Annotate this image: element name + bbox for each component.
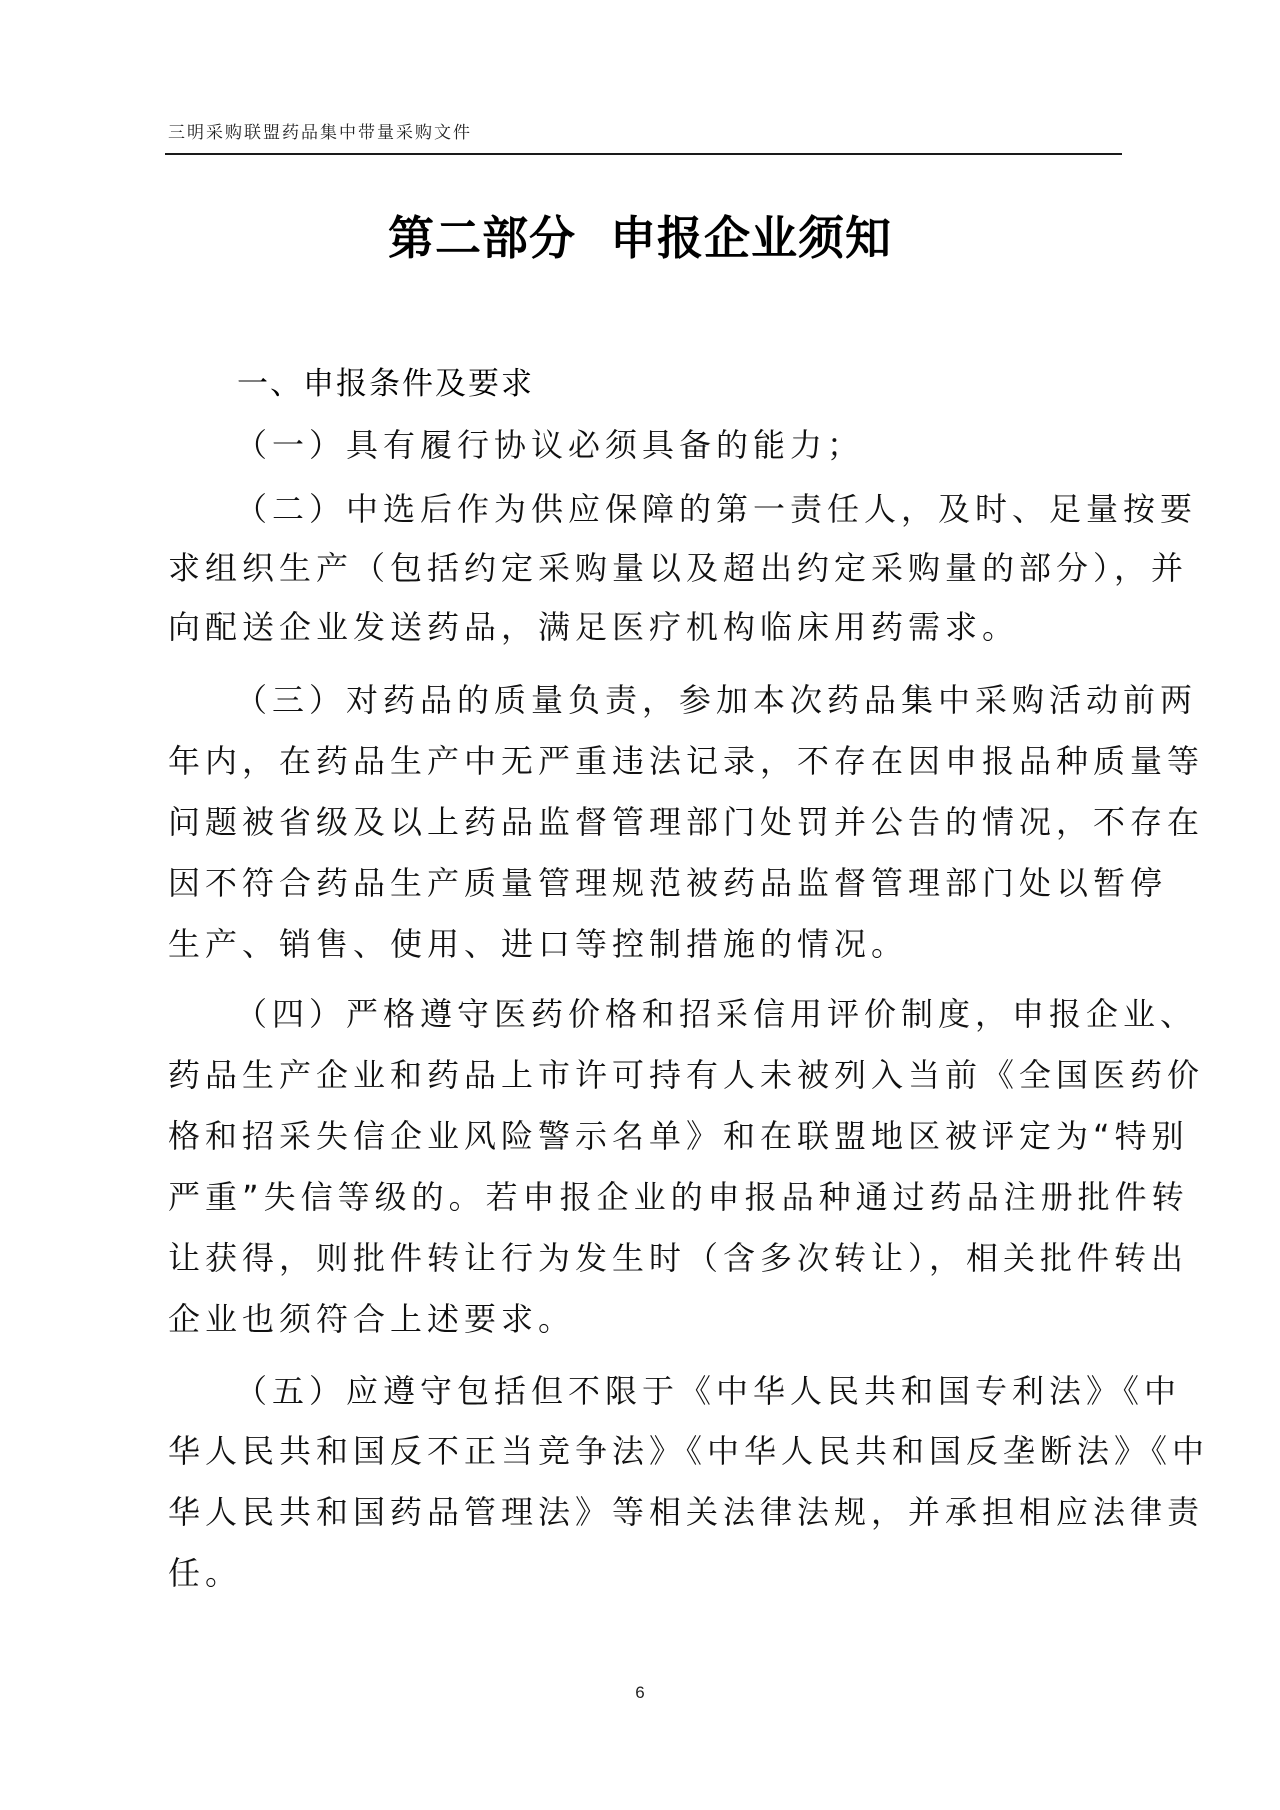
paragraph-4-line: 让获得，则批件转让行为发生时（含多次转让），相关批件转出 xyxy=(168,1239,1189,1277)
paragraph-3-line: 因不符合药品生产质量管理规范被药品监督管理部门处以暂停 xyxy=(168,864,1168,902)
paragraph-3-line: 问题被省级及以上药品监督管理部门处罚并公告的情况，不存在 xyxy=(168,803,1205,841)
paragraph-4-line: （四）严格遵守医药价格和招采信用评价制度，申报企业、 xyxy=(235,995,1198,1033)
paragraph-3-line: （三）对药品的质量负责，参加本次药品集中采购活动前两 xyxy=(235,681,1198,719)
paragraph-1-line: （一）具有履行协议必须具备的能力； xyxy=(235,426,865,464)
running-header: 三明采购联盟药品集中带量采购文件 xyxy=(168,123,472,143)
paragraph-4-line: 严重”失信等级的。若申报企业的申报品种通过药品注册批件转 xyxy=(168,1178,1189,1216)
page-number: 6 xyxy=(635,1683,645,1702)
paragraph-2-line: （二）中选后作为供应保障的第一责任人，及时、足量按要 xyxy=(235,490,1198,528)
paragraph-5-line: 华人民共和国药品管理法》等相关法律法规，并承担相应法律责 xyxy=(168,1493,1205,1531)
paragraph-5-line: 任。 xyxy=(168,1554,243,1592)
paragraph-4-line: 企业也须符合上述要求。 xyxy=(168,1300,576,1338)
paragraph-4-line: 格和招采失信企业风险警示名单》和在联盟地区被评定为“特别 xyxy=(168,1117,1189,1155)
paragraph-4-line: 药品生产企业和药品上市许可持有人未被列入当前《全国医药价 xyxy=(168,1056,1205,1094)
header-divider xyxy=(165,153,1122,155)
paragraph-5-line: 华人民共和国反不正当竞争法》《中华人民共和国反垄断法》《中 xyxy=(168,1432,1210,1470)
section-heading: 一、申报条件及要求 xyxy=(237,366,534,402)
paragraph-3-line: 生产、销售、使用、进口等控制措施的情况。 xyxy=(168,925,909,963)
page-title: 第二部分 申报企业须知 xyxy=(387,211,893,265)
paragraph-2-line: 求组织生产（包括约定采购量以及超出约定采购量的部分），并 xyxy=(168,549,1189,587)
paragraph-2-line: 向配送企业发送药品，满足医疗机构临床用药需求。 xyxy=(168,608,1020,646)
paragraph-5-line: （五）应遵守包括但不限于《中华人民共和国专利法》《中 xyxy=(235,1372,1182,1410)
paragraph-3-line: 年内，在药品生产中无严重违法记录，不存在因申报品种质量等 xyxy=(168,742,1205,780)
